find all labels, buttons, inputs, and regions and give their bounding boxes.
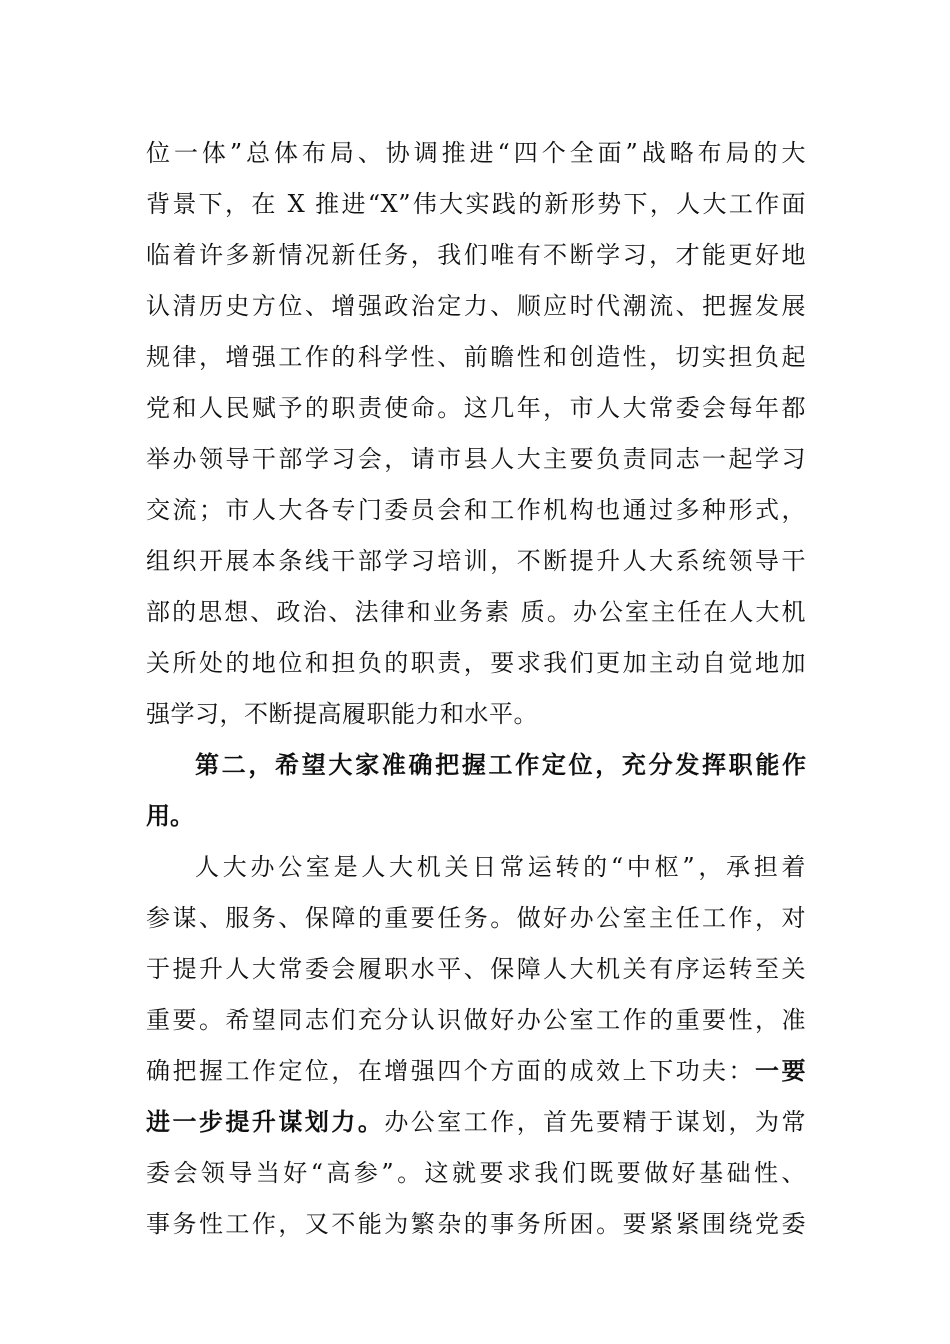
- heading-line: 用。: [146, 802, 194, 830]
- text-line: 强学习，不断提高履职能力和水平。: [146, 700, 538, 728]
- text-line: 部的思想、政治、法律和业务素 质。办公室主任在人大机: [146, 598, 806, 626]
- text-line: 党和人民赋予的职责使命。这几年，市人大常委会每年都: [146, 394, 806, 422]
- text-line: 举办领导干部学习会，请市县人大主要负责同志一起学习: [146, 445, 806, 473]
- text-line: 临着许多新情况新任务，我们唯有不断学习，才能更好地: [146, 241, 806, 269]
- bold-text-run: 进一步提升谋划力。: [146, 1108, 385, 1136]
- text-line: 参谋、服务、保障的重要任务。做好办公室主任工作，对: [146, 904, 806, 932]
- text-line: 事务性工作，又不能为繁杂的事务所困。要紧紧围绕党委: [146, 1210, 806, 1238]
- heading-line: 第二，希望大家准确把握工作定位，充分发挥职能作: [195, 751, 806, 779]
- text-line: 规律，增强工作的科学性、前瞻性和创造性，切实担负起: [146, 343, 806, 371]
- bold-text-run: 一要: [755, 1057, 807, 1085]
- text-line: 背景下，在 X 推进“X”伟大实践的新形势下，人大工作面: [146, 190, 806, 218]
- document-body: [146, 128, 806, 1250]
- text-line: 认清历史方位、增强政治定力、顺应时代潮流、把握发展: [146, 292, 806, 320]
- text-line-mixed: [146, 1097, 806, 1148]
- text-line: 交流；市人大各专门委员会和工作机构也通过多种形式，: [146, 496, 806, 524]
- text-line: 于提升人大常委会履职水平、保障人大机关有序运转至关: [146, 955, 806, 983]
- text-line: 位一体”总体布局、协调推进“四个全面”战略布局的大: [146, 139, 806, 167]
- text-line: 关所处的地位和担负的职责，要求我们更加主动自觉地加: [146, 649, 806, 677]
- text-line: 人大办公室是人大机关日常运转的“中枢”，承担着: [195, 853, 806, 881]
- text-line: 委会领导当好“高参”。这就要求我们既要做好基础性、: [146, 1159, 806, 1187]
- text-line: 重要。希望同志们充分认识做好办公室工作的重要性，准: [146, 1006, 806, 1034]
- text-line: 组织开展本条线干部学习培训，不断提升人大系统领导干: [146, 547, 806, 575]
- text-run: 办公室工作，首先要精于谋划，为常: [384, 1108, 806, 1136]
- text-line-mixed: [146, 1046, 806, 1097]
- paragraph-body: [146, 842, 806, 1250]
- paragraph-continuation: [146, 128, 806, 740]
- section-heading: [146, 740, 806, 842]
- text-run: 确把握工作定位，在增强四个方面的成效上下功夫：: [146, 1057, 756, 1085]
